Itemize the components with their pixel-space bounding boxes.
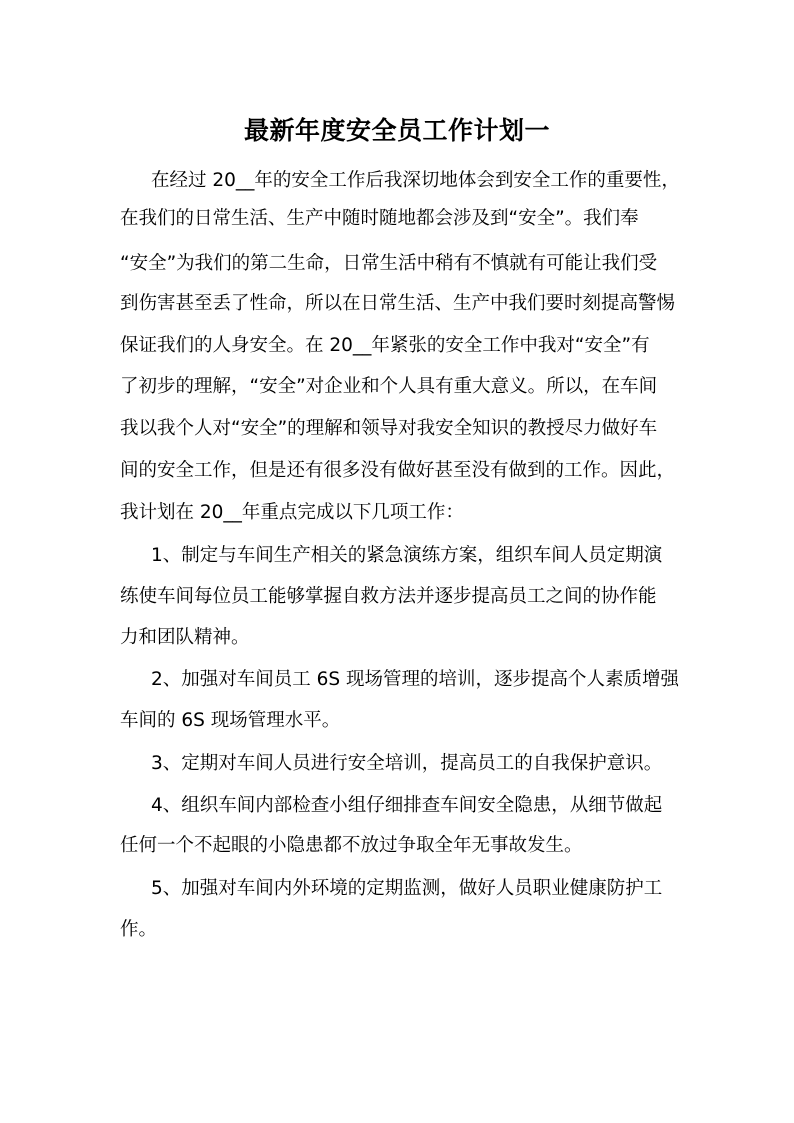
item-2-line-2: 车间的 6S 现场管理水平。 — [120, 710, 341, 731]
item-1-line-3: 力和团队精神。 — [120, 627, 250, 648]
intro-line-6: 了初步的理解，“安全”对企业和个人具有重大意义。所以，在车间 — [120, 376, 658, 397]
item-5-line-2: 作。 — [120, 919, 158, 940]
intro-line-9: 我计划在 20__年重点完成以下几项工作： — [120, 502, 464, 523]
item-1-line-1: 1、制定与车间生产相关的紧急演练方案，组织车间人员定期演 — [151, 545, 663, 566]
item-4-line-1: 4、组织车间内部检查小组仔细排查车间安全隐患，从细节做起 — [151, 795, 663, 816]
intro-line-1: 在经过 20__年的安全工作后我深切地体会到安全工作的重要性， — [151, 170, 680, 191]
item-4-line-2: 任何一个不起眼的小隐患都不放过争取全年无事故发生。 — [120, 835, 583, 856]
intro-line-5: 保证我们的人身安全。在 20__年紧张的安全工作中我对“安全”有 — [120, 335, 650, 356]
intro-line-7: 我以我个人对“安全”的理解和领导对我安全知识的教授尽力做好车 — [120, 418, 658, 439]
item-3-line-1: 3、定期对车间人员进行安全培训，提高员工的自我保护意识。 — [151, 753, 663, 774]
document-title: 最新年度安全员工作计划一 — [243, 116, 550, 145]
intro-line-4: 到伤害甚至丢了性命，所以在日常生活、生产中我们要时刻提高警惕 — [120, 293, 676, 314]
intro-line-2: 在我们的日常生活、生产中随时随地都会涉及到“安全”。我们奉 — [120, 208, 639, 229]
intro-line-8: 间的安全工作，但是还有很多没有做好甚至没有做到的工作。因此， — [120, 460, 676, 481]
intro-line-3: “安全”为我们的第二生命，日常生活中稍有不慎就有可能让我们受 — [120, 253, 658, 274]
item-1-line-2: 练使车间每位员工能够掌握自救方法并逐步提高员工之间的协作能 — [120, 586, 657, 607]
item-5-line-1: 5、加强对车间内外环境的定期监测，做好人员职业健康防护工 — [151, 878, 663, 899]
item-2-line-1: 2、加强对车间员工 6S 现场管理的培训，逐步提高个人素质增强 — [151, 669, 680, 690]
